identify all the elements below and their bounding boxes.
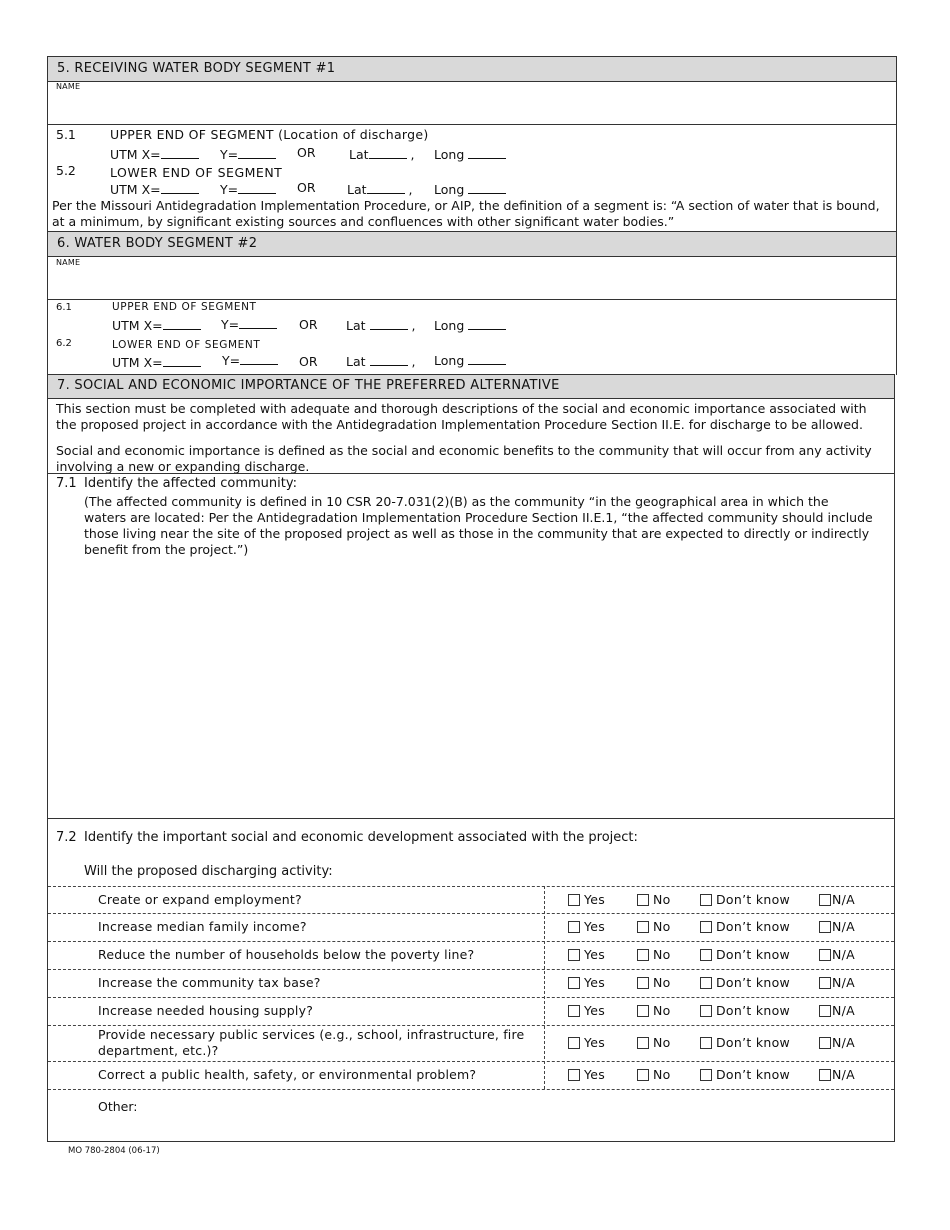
checkbox-icon (819, 1037, 831, 1049)
utm-label: UTM (112, 318, 140, 333)
question-public-health: Correct a public health, safety, or environmental problem? (98, 1067, 477, 1082)
or-label: OR (297, 145, 316, 160)
checkbox-icon (700, 977, 712, 989)
x-label: X= (143, 318, 163, 333)
option-no[interactable]: No (637, 1035, 671, 1050)
lower-utm-row (110, 181, 199, 197)
checkbox-icon (637, 977, 649, 989)
lower6-lat-field[interactable] (370, 353, 408, 366)
or-label: OR (299, 317, 318, 332)
item-number-7-1: 7.1 (56, 476, 77, 491)
checkbox-icon (819, 921, 831, 933)
lower6-long (434, 352, 506, 368)
lat-label: Lat (346, 318, 366, 333)
affected-community-answer-area[interactable] (48, 562, 894, 817)
upper-utm-row (110, 146, 199, 162)
x-label: X= (141, 182, 161, 197)
checkbox-icon (700, 1037, 712, 1049)
lat-label: Lat (346, 354, 366, 369)
option-yes[interactable]: Yes (568, 975, 605, 990)
lower-end-label: LOWER END OF SEGMENT (110, 165, 283, 180)
question-poverty: Reduce the number of households below the poverty line? (98, 947, 475, 962)
lower-utm-y-field[interactable] (238, 181, 276, 194)
long-label: Long (434, 182, 465, 197)
upper6-lat (346, 317, 415, 333)
lower6-lat (346, 353, 415, 369)
or-label: OR (299, 354, 318, 369)
option-no[interactable]: No (637, 892, 671, 907)
checkbox-icon (637, 949, 649, 961)
lower-long (434, 181, 506, 197)
lower-lat-field[interactable] (367, 181, 405, 194)
upper6-utm-row (112, 317, 201, 333)
checkbox-icon (700, 921, 712, 933)
long-label: Long (434, 353, 465, 368)
lower6-long-field[interactable] (468, 352, 506, 365)
affected-community-question: Identify the affected community: (84, 476, 297, 491)
x-label: X= (143, 355, 163, 370)
option-yes[interactable]: Yes (568, 947, 605, 962)
checkbox-icon (819, 1069, 831, 1081)
lower6-utm-x-field[interactable] (163, 354, 201, 367)
upper-utm-y-field[interactable] (238, 146, 276, 159)
section-7-intro: This section must be completed with adequate and thorough descriptions of the social and economic importance associated with the proposed project in accordance with the Antidegradation Implementation Procedure Section II.E. for discharge to be allowed. (56, 401, 867, 432)
option-na[interactable]: N/A (819, 947, 855, 962)
or-label: OR (297, 180, 316, 195)
utm-label: UTM (110, 182, 138, 197)
y-label: Y= (220, 147, 239, 162)
checkbox-icon (637, 1069, 649, 1081)
question-employment: Create or expand employment? (98, 892, 302, 907)
other-label: Other: (98, 1099, 138, 1114)
option-na[interactable]: N/A (819, 1067, 855, 1082)
option-na[interactable]: N/A (819, 975, 855, 990)
option-dont-know[interactable]: Don’t know (700, 919, 790, 934)
question-family-income: Increase median family income? (98, 919, 307, 934)
checkbox-icon (568, 1037, 580, 1049)
lower6-utm-y-field[interactable] (240, 352, 278, 365)
upper6-long-field[interactable] (468, 317, 506, 330)
checkbox-icon (568, 949, 580, 961)
upper6-utm-y (221, 316, 277, 332)
long-label: Long (434, 147, 465, 162)
item-number-5-1: 5.1 (56, 127, 76, 142)
segment-1-name-field[interactable] (48, 92, 896, 122)
upper6-long (434, 317, 506, 333)
item-number-6-1: 6.1 (56, 302, 72, 313)
option-no[interactable]: No (637, 1067, 671, 1082)
checkbox-icon (568, 1069, 580, 1081)
checkbox-icon (819, 977, 831, 989)
upper6-lat-field[interactable] (370, 317, 408, 330)
affected-community-note: (The affected community is defined in 10 CSR 20-7.031(2)(B) as the community “in the geographical area in which the waters are located: Per the Antidegradation Implementation Procedure Section II.E.1, “the affected community should include those living near the site of the proposed project as well as those in the community that are expected to directly or indirectly benefit from the project.”) (84, 494, 873, 557)
upper-end-label-6: UPPER END OF SEGMENT (112, 301, 257, 313)
upper-lat (349, 146, 415, 162)
checkbox-icon (700, 1069, 712, 1081)
checkbox-icon (568, 977, 580, 989)
upper-end-label: UPPER END OF SEGMENT (Location of discharge) (110, 127, 429, 142)
section-7-definition: Social and economic importance is defined as the social and economic benefits to the community that will occur from any activity involving a new or expanding discharge. (56, 443, 872, 474)
option-yes[interactable]: Yes (568, 1035, 605, 1050)
checkbox-icon (637, 1005, 649, 1017)
checkbox-icon (700, 1005, 712, 1017)
option-dont-know[interactable]: Don’t know (700, 975, 790, 990)
question-housing: Increase needed housing supply? (98, 1003, 314, 1018)
development-question: Identify the important social and economic development associated with the project: (84, 830, 638, 845)
upper6-utm-x-field[interactable] (163, 317, 201, 330)
checkbox-icon (637, 1037, 649, 1049)
option-dont-know[interactable]: Don’t know (700, 1003, 790, 1018)
option-no[interactable]: No (637, 947, 671, 962)
checkbox-icon (819, 949, 831, 961)
will-activity-label: Will the proposed discharging activity: (84, 864, 333, 879)
item-number-5-2: 5.2 (56, 163, 76, 178)
lower-lat (347, 181, 413, 197)
upper6-utm-y-field[interactable] (239, 316, 277, 329)
checkbox-icon (568, 894, 580, 906)
lower6-utm-row (112, 354, 201, 370)
checkbox-icon (637, 894, 649, 906)
option-dont-know[interactable]: Don’t know (700, 947, 790, 962)
lower-end-label-6: LOWER END OF SEGMENT (112, 339, 261, 351)
comma: , (408, 182, 413, 197)
lat-label: Lat (349, 147, 369, 162)
lat-label: Lat (347, 182, 367, 197)
segment-2-name-field[interactable] (48, 268, 896, 298)
lower-long-field[interactable] (468, 181, 506, 194)
upper-utm-x-field[interactable] (161, 146, 199, 159)
comma: , (411, 318, 416, 333)
upper-lat-field[interactable] (369, 146, 407, 159)
comma: , (410, 147, 415, 162)
name-label: NAME (56, 258, 81, 267)
item-number-7-2: 7.2 (56, 830, 77, 845)
section-7-title: 7. SOCIAL AND ECONOMIC IMPORTANCE OF THE PREFERRED ALTERNATIVE (48, 375, 894, 399)
item-number-6-2: 6.2 (56, 338, 72, 349)
checkbox-icon (819, 1005, 831, 1017)
upper-long (434, 146, 506, 162)
option-dont-know[interactable]: Don’t know (700, 1035, 790, 1050)
y-label: Y= (222, 353, 241, 368)
lower-utm-y (220, 181, 276, 197)
checkbox-icon (700, 894, 712, 906)
section-6-title: 6. WATER BODY SEGMENT #2 (48, 232, 896, 257)
option-yes[interactable]: Yes (568, 1003, 605, 1018)
option-dont-know[interactable]: Don’t know (700, 892, 790, 907)
option-no[interactable]: No (637, 1003, 671, 1018)
checkbox-icon (568, 921, 580, 933)
y-label: Y= (221, 317, 240, 332)
utm-label: UTM (110, 147, 138, 162)
option-no[interactable]: No (637, 975, 671, 990)
comma: , (411, 354, 416, 369)
section-5-title: 5. RECEIVING WATER BODY SEGMENT #1 (48, 57, 896, 82)
option-na[interactable]: N/A (819, 1003, 855, 1018)
option-yes[interactable]: Yes (568, 919, 605, 934)
y-label: Y= (220, 182, 239, 197)
option-na[interactable]: N/A (819, 919, 855, 934)
upper-utm-y (220, 146, 276, 162)
lower-utm-x-field[interactable] (161, 181, 199, 194)
name-label: NAME (56, 82, 81, 91)
segment-definition-note: Per the Missouri Antidegradation Implementation Procedure, or AIP, the definition of a segment is: “A section of water that is bound, at a minimum, by significant existing sources and confluences with other significant water bodies.” (52, 198, 880, 229)
option-yes[interactable]: Yes (568, 892, 605, 907)
checkbox-icon (637, 921, 649, 933)
question-public-services: Provide necessary public services (e.g., school, infrastructure, fire department, etc.)? (98, 1027, 525, 1058)
checkbox-icon (568, 1005, 580, 1017)
option-dont-know[interactable]: Don’t know (700, 1067, 790, 1082)
upper-long-field[interactable] (468, 146, 506, 159)
option-na[interactable]: N/A (819, 892, 855, 907)
option-no[interactable]: No (637, 919, 671, 934)
question-tax-base: Increase the community tax base? (98, 975, 321, 990)
option-na[interactable]: N/A (819, 1035, 855, 1050)
checkbox-icon (700, 949, 712, 961)
checkbox-icon (819, 894, 831, 906)
form-number: MO 780-2804 (06-17) (68, 1146, 160, 1156)
utm-label: UTM (112, 355, 140, 370)
other-answer-field[interactable] (150, 1094, 890, 1136)
option-yes[interactable]: Yes (568, 1067, 605, 1082)
x-label: X= (141, 147, 161, 162)
long-label: Long (434, 318, 465, 333)
lower6-utm-y (222, 352, 278, 368)
